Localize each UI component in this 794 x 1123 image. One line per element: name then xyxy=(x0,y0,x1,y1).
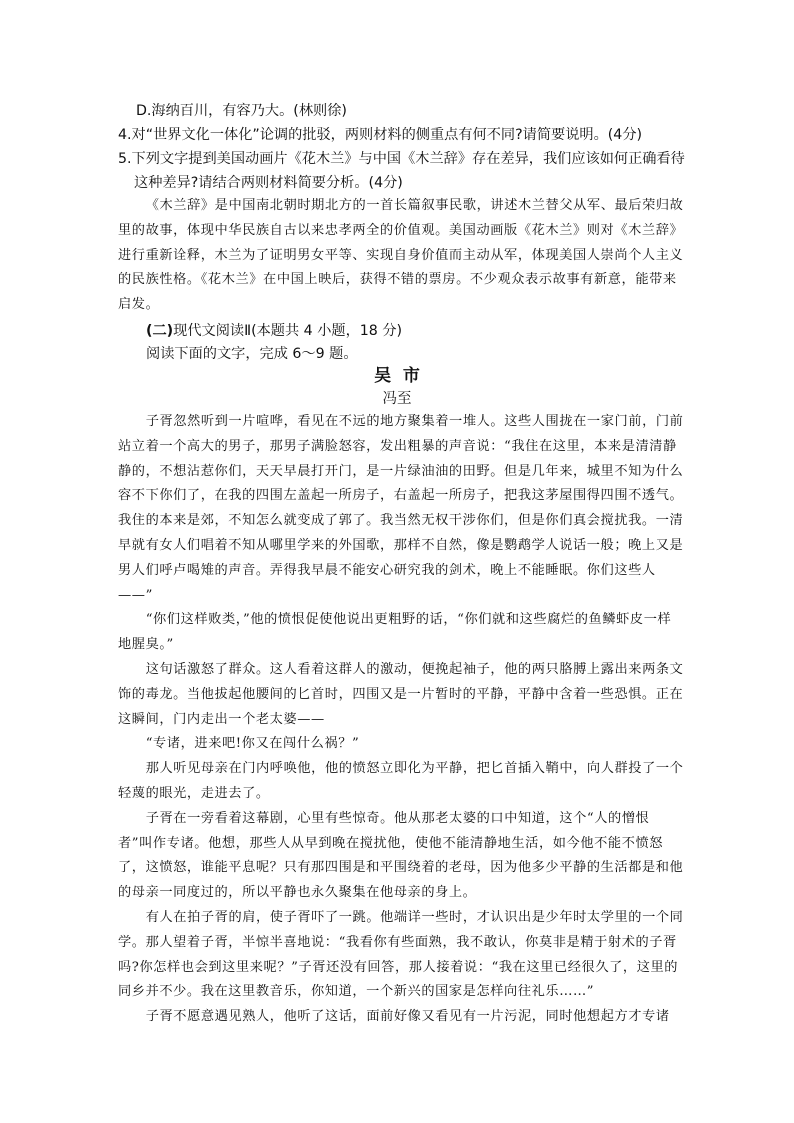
story-paragraph: 子胥在一旁看着这幕剧，心里有些惊奇。他从那老太婆的口中知道，这个“人的憎恨者”叫作专诸。他想，那些人从早到晚在搅扰他，使他不能清静地生活，如今他不能不愤怒了，这愤怒，谁能平息呢？只有那四围是和平围绕着的老母，因为他多少平静的生活都是和他的母亲一同度过的，所以平静也永久聚集在他母亲的身上。 xyxy=(118,810,684,901)
question-4: 4.对“世界文化一体化”论调的批驳，两则材料的侧重点有何不同?请简要说明。(4分) xyxy=(118,127,643,143)
material-paragraph: 《木兰辞》是中国南北朝时期北方的一首长篇叙事民歌，讲述木兰替父从军、最后荣归故里的故事，体现中华民族自古以来忠孝两全的价值观。美国动画版《花木兰》则对《木兰辞》进行重新诠释，木兰为了证明男女平等、实现自身价值而主动从军，体现美国人崇尚个人主义的民族性格。《花木兰》在中国上映后，获得不错的票房。不少观众表示故事有新意，能带来启发。 xyxy=(118,198,684,313)
story-author: 冯至 xyxy=(382,391,412,407)
question-option-d: D.海纳百川，有容乃大。(林则徐) xyxy=(136,103,347,119)
question-5-line-2: 这种差异?请结合两则材料简要分析。(4分) xyxy=(134,175,403,191)
story-paragraph: 子胥忽然听到一片喧哗，看见在不远的地方聚集着一堆人。这些人围拢在一家门前，门前站立着一个高大的男子，那男子满脸怒容，发出粗暴的声音说：“我住在这里，本来是清清静静的，不想沾惹你们，天天早晨打开门，是一片绿油油的田野。但是几年来，城里不知为什么容不下你们了，在我的四围左盖起一所房子，右盖起一所房子，把我这茅屋围得四围不透气。我住的本来是郊，不知怎么就变成了郭了。我当然无权干涉你们，但是你们真会搅扰我。一清早就有女人们唱着不知从哪里学来的外国歌，那样不自然，像是鹦鹉学人说话一般；晚上又是男人们呼卢喝雉的声音。弄得我早晨不能安心研究我的剑术，晚上不能睡眠。你们这些人——” xyxy=(118,414,684,603)
story-title: 吴 市 xyxy=(374,366,420,386)
story-paragraph: “专诸，进来吧!你又在闯什么祸？” xyxy=(145,736,360,752)
section-heading-number: (二) xyxy=(146,323,174,339)
story-paragraph: 那人听见母亲在门内呼唤他，他的愤怒立即化为平静，把匕首插入鞘中，向人群投了一个轻蔑的眼光，走进去了。 xyxy=(118,761,684,801)
story-paragraph: 子胥不愿意遇见熟人，他听了这话，面前好像又看见有一片污泥，同时他想起方才专诸 xyxy=(145,1009,670,1025)
story-paragraph: “你们这样败类，”他的愤恨促使他说出更粗野的话，“你们就和这些腐烂的鱼鳞虾皮一样地腥臭。” xyxy=(118,612,672,653)
story-paragraph: 这句话激怒了群众。这人看着这群人的激动，便挽起袖子，他的两只胳膊上露出来两条文饰的毒龙。当他拔起他腰间的匕首时，四围又是一片暂时的平静，平静中含着一些恐惧。正在这瞬间，门内走出一个老太婆—— xyxy=(118,661,684,727)
section-heading xyxy=(146,319,402,343)
story-paragraph: 有人在拍子胥的肩，使子胥吓了一跳。他端详一些时，才认识出是少年时太学里的一个同学。那人望着子胥，半惊半喜地说：“我看你有些面熟，我不敢认，你莫非是精于射术的子胥吗?你怎样也会到这里来呢？”子胥还没有回答，那人接着说：“我在这里已经很久了，这里的同乡并不少。我在这里教音乐，你知道，一个新兴的国家是怎样向往礼乐……” xyxy=(118,909,684,1000)
section-heading-text: 现代文阅读Ⅱ(本题共 4 小题，18 分) xyxy=(173,323,403,339)
story-body xyxy=(118,410,684,1030)
section-instruction: 阅读下面的文字，完成 6～9 题。 xyxy=(146,346,358,362)
question-5-line-1: 5.下列文字提到美国动画片《花木兰》与中国《木兰辞》存在差异，我们应该如何正确看待 xyxy=(118,151,685,167)
